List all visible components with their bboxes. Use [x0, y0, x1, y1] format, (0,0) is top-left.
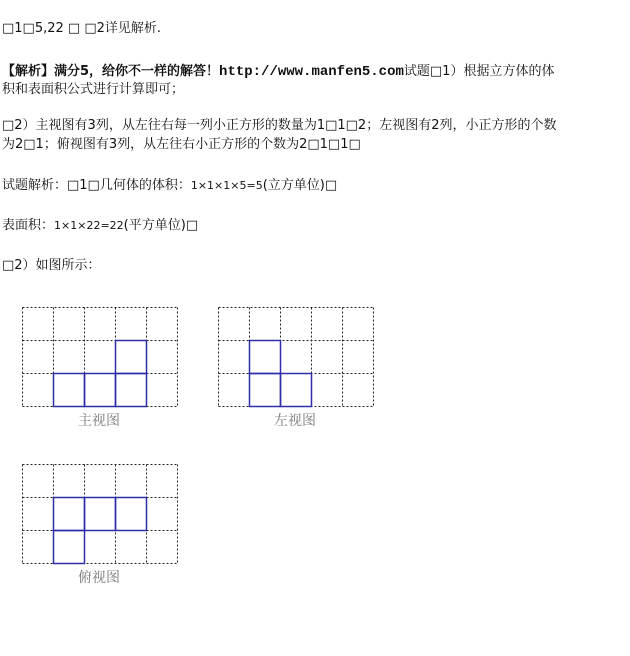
volume-unit: (立方单位)□ [262, 178, 338, 193]
figure-intro: □2）如图所示： [2, 258, 101, 273]
front-view-square [116, 374, 147, 407]
left-view-square [281, 374, 312, 407]
surface-expression: 1×1×22=22 [54, 219, 124, 232]
top-view-square [54, 498, 85, 531]
surface-unit: (平方单位)□ [123, 218, 199, 233]
front-view-grid [22, 307, 178, 408]
source-url: http://www.manfen5.com [219, 64, 404, 80]
top-view-caption: 俯视图 [78, 570, 120, 586]
part2-line-1: □2）主视图有3列，从左往右每一列小正方形的数量为1□1□2；左视图有2列，小正方形的个数 [2, 118, 557, 133]
top-view-square [54, 531, 85, 564]
solution-line [2, 176, 337, 196]
front-view-caption: 主视图 [78, 413, 120, 429]
analysis-heading: 【解析】满分5，给你不一样的解答！ [2, 64, 220, 79]
top-view-grid [22, 464, 178, 565]
volume-expression: 1×1×1×5=5 [190, 179, 263, 192]
front-view-square [54, 374, 85, 407]
surface-label: 表面积： [2, 218, 55, 233]
left-view-caption: 左视图 [274, 413, 316, 429]
surface-line [2, 216, 198, 236]
top-view-square [85, 498, 116, 531]
analysis-line-1 [2, 62, 554, 82]
analysis-text-1: 试题□1）根据立方体的体 [403, 64, 555, 79]
analysis-line-2: 积和表面积公式进行计算即可； [2, 82, 185, 97]
left-view-square [250, 374, 281, 407]
left-view-square [250, 341, 281, 374]
solution-label: 试题解析：□1□几何体的体积： [2, 178, 191, 193]
front-view-square [85, 374, 116, 407]
top-view-square [116, 498, 147, 531]
front-view-square [116, 341, 147, 374]
answer-line: □1□5,22 □ □2详见解析. [2, 21, 162, 36]
left-view-grid [218, 307, 374, 408]
part2-line-2: 为2□1；俯视图有3列，从左往右小正方形的个数为2□1□1□ [2, 137, 361, 152]
